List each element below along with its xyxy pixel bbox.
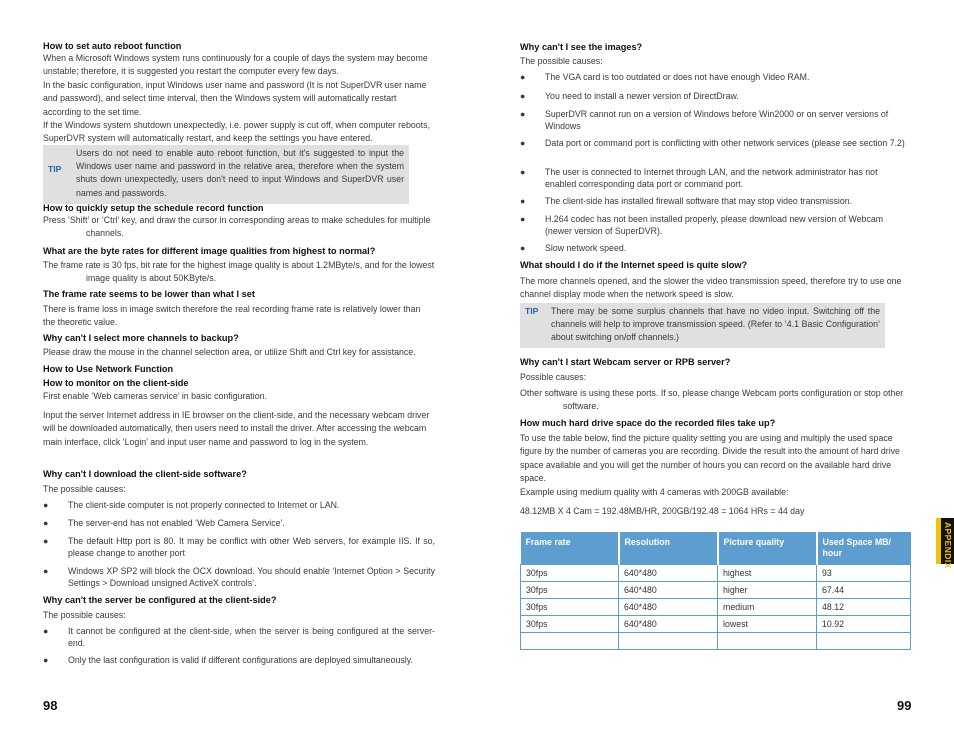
table-row — [521, 582, 911, 599]
bullet-icon: ● — [520, 109, 526, 119]
table-row — [521, 599, 911, 616]
column-header: Picture quality — [718, 532, 817, 565]
example-paragraph: Example using medium quality with 4 cameras with 200GB available: — [520, 486, 789, 497]
heading-network: How to Use Network Function — [43, 364, 174, 374]
list-item: ● It cannot be configured at the client-side, when the server is being configured at the server-end. — [43, 626, 435, 648]
bullet-icon: ● — [520, 214, 526, 224]
page-number-right: 99 — [897, 698, 912, 713]
heading-monitor: How to monitor on the client-side — [43, 378, 189, 388]
table-cell — [718, 633, 817, 650]
table-cell: 67.44 — [817, 582, 911, 599]
webcam-paragraph: Other software is using these ports. If so, please change Webcam ports configuration or stop other software. — [520, 388, 904, 412]
column-header: Resolution — [619, 532, 718, 565]
heading-disk-space: How much hard drive space do the recorded files take up? — [520, 418, 776, 428]
table-header-row — [521, 532, 911, 565]
list-item: ● Data port or command port is conflicting with other network services (please see section 7.2) — [520, 138, 905, 148]
list-item: ● The VGA card is too outdated or does not have enough Video RAM. — [520, 72, 810, 82]
list-item: ● The default Http port is 80. It may be conflict with other Web servers, for example IIS. If so, please change to another port — [43, 536, 435, 558]
monitor-paragraph-1: First enable ‘Web cameras service’ in basic configuration. — [43, 391, 267, 401]
list-item: ● Only the last configuration is valid if different configurations are deployed simultaneously. — [43, 655, 413, 665]
images-intro: The possible causes: — [520, 56, 603, 66]
table-row — [521, 633, 911, 650]
tip-text: Users do not need to enable auto reboot function, but it's suggested to input the Windows user name and password in the relative area, therefore when the system shuts down unexpectedly, users don't need to input Windows and SuperDVR user names and passwords. — [76, 148, 404, 198]
table-cell: medium — [718, 599, 817, 616]
heading-schedule: How to quickly setup the schedule record function — [43, 203, 264, 213]
table-cell: lowest — [718, 616, 817, 633]
table-cell — [619, 633, 718, 650]
frame-paragraph: There is frame loss in image switch therefore the real recording frame rate is relatively lower than the theoretic value. — [43, 304, 421, 328]
list-item: ● Slow network speed. — [520, 243, 627, 253]
list-item: ● You need to install a newer version of DirectDraw. — [520, 91, 739, 101]
list-item: ● Windows XP SP2 will block the OCX download. You should enable ‘Internet Option > Security Settings > Download unsigned ActiveX controls’. — [43, 566, 435, 588]
table-cell: 48.12 — [817, 599, 911, 616]
config-intro: The possible causes: — [43, 610, 126, 620]
monitor-paragraph-2: Input the server Internet address in IE browser on the client-side, and the necessary webcam driver will be downloaded automatically, then users need to install the driver. After accessing the webcam main interface, click ‘Login’ and input user name and password to log in the system. — [43, 410, 430, 447]
tip-text: There may be some surplus channels that have no video input. Switching off the channels will help to improve transmission speed. (Refer to ‘4.1 Basic Configuration’ about switching on/off channels.) — [551, 306, 880, 343]
bullet-icon: ● — [43, 626, 49, 636]
table-cell: 30fps — [521, 565, 619, 582]
reboot-paragraph-1: When a Microsoft Windows system runs continuously for a couple of days the system may become unstable; therefore, it is suggested you restart the computer every few days. — [43, 53, 428, 77]
heading-byte-rates: What are the byte rates for different image qualities from highest to normal? — [43, 246, 376, 256]
bullet-icon: ● — [43, 536, 49, 546]
reboot-paragraph-2: In the basic configuration, input Windows user name and password (It is not SuperDVR user name and password), and select time interval, then the Windows system will automatically restart according to the set time. — [43, 79, 427, 117]
backup-paragraph: Please draw the mouse in the channel selection area, or utilize Shift and Ctrl key for assistance. — [43, 347, 416, 357]
tip-box-speed — [520, 303, 885, 348]
table-cell: 10.92 — [817, 616, 911, 633]
heading-download: Why can't I download the client-side software? — [43, 469, 247, 479]
download-intro: The possible causes: — [43, 484, 126, 494]
list-item: ● The user is connected to Internet through LAN, and the network administrator has not enabled corresponding data port or command port. — [520, 167, 878, 189]
table-cell: 30fps — [521, 599, 619, 616]
heading-config: Why can't the server be configured at the client-side? — [43, 595, 277, 605]
bullet-icon: ● — [43, 655, 49, 665]
bullet-icon: ● — [520, 138, 526, 148]
table-cell: 640*480 — [619, 616, 718, 633]
table-cell: 30fps — [521, 582, 619, 599]
appendix-tab — [936, 518, 954, 569]
tip-label: TIP — [525, 306, 539, 316]
bullet-icon: ● — [43, 566, 49, 576]
table-cell: 30fps — [521, 616, 619, 633]
webcam-intro: Possible causes: — [520, 372, 587, 382]
table-cell: highest — [718, 565, 817, 582]
table-cell: 93 — [817, 565, 911, 582]
table-cell: 640*480 — [619, 565, 718, 582]
table-cell: higher — [718, 582, 817, 599]
table-row — [521, 616, 911, 633]
heading-frame-rate: The frame rate seems to be lower than what I set — [43, 289, 255, 299]
space-paragraph: To use the table below, find the picture quality setting you are using and multiply the used space figure by the number of cameras you are recording. Divide the result into the amount of hard drive space available and you will get the number of hours you can record on the available hard drive space. — [520, 433, 900, 484]
tip-label: TIP — [48, 164, 62, 174]
byte-paragraph: The frame rate is 30 fps, bit rate for the highest image quality is about 1.2MByte/s, and for the lowest image quality is about 50KByte/s. — [43, 260, 435, 284]
table-cell — [817, 633, 911, 650]
heading-webcam-server: Why can't I start Webcam server or RPB server? — [520, 357, 731, 367]
bullet-icon: ● — [520, 196, 526, 206]
bullet-icon: ● — [43, 500, 49, 510]
list-item: ● The server-end has not enabled ‘Web Camera Service’. — [43, 518, 285, 528]
bullet-icon: ● — [520, 91, 526, 101]
table-cell — [521, 633, 619, 650]
bullet-icon: ● — [520, 72, 526, 82]
heading-backup: Why can't I select more channels to backup? — [43, 333, 239, 343]
column-header: Frame rate — [521, 532, 619, 565]
heading-auto-reboot: How to set auto reboot function — [43, 41, 182, 51]
column-header: Used Space MB/ hour — [817, 532, 911, 565]
bullet-icon: ● — [520, 167, 526, 177]
appendix-tab-label: APPENDIX — [943, 522, 953, 569]
heading-see-images: Why can't I see the images? — [520, 42, 643, 52]
bullet-icon: ● — [520, 243, 526, 253]
tip-box-reboot — [43, 145, 409, 204]
list-item: ● The client-side has installed firewall software that may stop video transmission. — [520, 196, 853, 206]
heading-slow-internet: What should I do if the Internet speed is quite slow? — [520, 260, 748, 270]
table-cell: 640*480 — [619, 582, 718, 599]
table-cell: 640*480 — [619, 599, 718, 616]
page-number-left: 98 — [43, 698, 58, 713]
list-item: ● SuperDVR cannot run on a version of Windows before Win2000 or on server versions of Windows — [520, 109, 889, 131]
bullet-icon: ● — [43, 518, 49, 528]
slow-paragraph: The more channels opened, and the slower the video transmission speed, therefore try to use one channel display mode when the network speed is slow. — [520, 276, 902, 300]
table-row — [521, 565, 911, 582]
storage-table — [520, 532, 911, 650]
schedule-paragraph: Press ‘Shift’ or ‘Ctrl’ key, and draw the cursor in corresponding areas to make schedules for multiple channels. — [43, 215, 431, 239]
calculation-paragraph: 48.12MB X 4 Cam = 192.48MB/HR, 200GB/192.48 = 1064 HRs = 44 day — [520, 506, 805, 516]
list-item: ● The client-side computer is not properly connected to Internet or LAN. — [43, 500, 340, 510]
reboot-paragraph-3: If the Windows system shutdown unexpectedly, i.e. power supply is cut off, when computer reboots, SuperDVR system will automatically restart, and keep the settings you have entered. — [43, 120, 430, 144]
list-item: ● H.264 codec has not been installed properly, please download new version of Webcam (newer version of SuperDVR). — [520, 214, 884, 236]
